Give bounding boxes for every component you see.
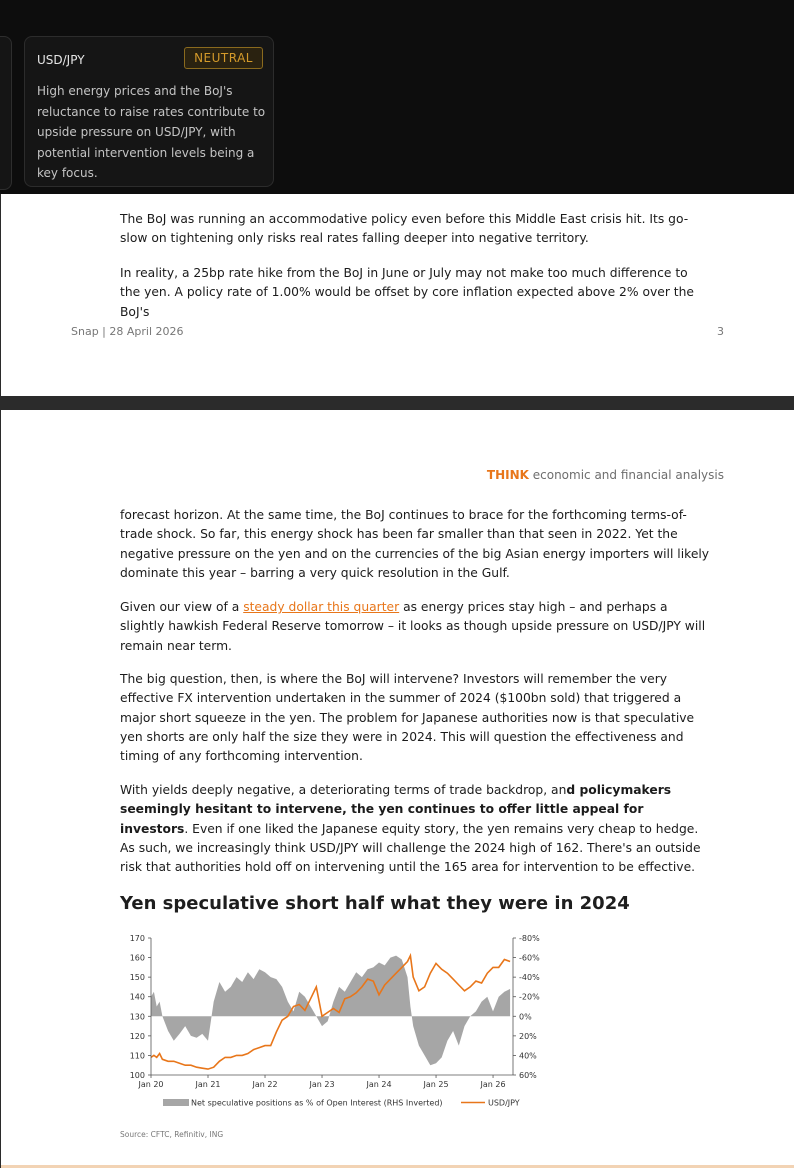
dark-header-band — [0, 0, 794, 194]
right-tick-label: -20% — [519, 992, 540, 1002]
card-body: High energy prices and the BoJ's reluctance to raise rates contribute to upside pressure on USD/JPY, with potential intervention levels being a key focus. — [37, 84, 266, 180]
text-run: . Even if one liked the Japanese equity story, the yen remains very cheap to hedge. As such, we increasingly think USD/JPY will challenge the 2024 high of 162. There's an outside risk that authorities hold off on intervening until the 165 area for intervention to be effective. — [120, 821, 701, 875]
paragraph: The BoJ was running an accommodative policy even before this Middle East crisis hit. Its go-slow on tightening only risks real rates falling deeper into negative territory. — [120, 212, 689, 246]
right-tick-label: 60% — [519, 1071, 537, 1080]
neutral-badge: NEUTRAL — [184, 47, 263, 69]
paragraph — [120, 598, 710, 656]
legend-usdjpy-label: USD/JPY — [488, 1098, 520, 1108]
chart-source: Source: CFTC, Refinitiv, ING — [120, 1130, 224, 1139]
text-run: as energy prices stay high – and perhaps a slightly hawkish Federal Reserve tomorrow – it looks as though upside pressure on USD/JPY will remain near term. — [120, 600, 706, 653]
x-tick-label: Jan 26 — [480, 1080, 506, 1089]
x-tick-label: Jan 22 — [252, 1080, 278, 1089]
header-subtitle: economic and financial analysis — [528, 468, 724, 482]
left-tick-label: 110 — [129, 1051, 145, 1061]
paragraph: In reality, a 25bp rate hike from the BoJ in June or July may not make too much difference to the yen. A policy rate of 1.00% would be offset by core inflation expected above 2% over the BoJ's — [120, 266, 694, 319]
text-run: Given our view of a — [120, 600, 244, 614]
left-tick-label: 140 — [129, 992, 145, 1002]
text-run: With yields deeply negative, a deteriorating terms of trade backdrop, an — [120, 783, 567, 797]
yen-positions-chart — [111, 928, 571, 1128]
partial-card — [0, 36, 12, 190]
x-tick-label: Jan 20 — [138, 1080, 164, 1089]
left-tick-label: 150 — [129, 973, 145, 983]
x-tick-label: Jan 23 — [309, 1080, 335, 1089]
x-tick-label: Jan 24 — [366, 1080, 392, 1089]
x-tick-label: Jan 21 — [195, 1080, 221, 1089]
page-number: 3 — [717, 325, 724, 338]
think-brand: THINK — [486, 468, 529, 482]
bold-text: d policymakers seemingly hesitant to intervene, the yen continues to offer little appeal for investors — [120, 783, 672, 836]
paragraph: The big question, then, is where the BoJ will intervene? Investors will remember the very effective FX intervention undertaken in the summer of 2024 ($100bn sold) that triggered a major short squeeze in the yen. The problem for Japanese authorities now is that speculative yen shorts are only half the size they were in 2024. This will question the effectiveness and timing of any forthcoming intervention. — [120, 672, 695, 764]
steady-dollar-link[interactable]: steady dollar this quarter — [243, 600, 400, 614]
right-tick-label: 0% — [519, 1012, 532, 1022]
left-tick-label: 130 — [129, 1012, 145, 1022]
card-title: USD/JPY — [37, 53, 85, 67]
chart-title: Yen speculative short half what they were in 2024 — [120, 893, 630, 914]
left-tick-label: 170 — [129, 934, 145, 943]
right-tick-label: 20% — [519, 1031, 537, 1041]
legend-positions-swatch — [163, 1099, 189, 1106]
page-header — [487, 468, 724, 482]
legend-positions-label: Net speculative positions as % of Open Interest (RHS Inverted) — [191, 1098, 443, 1108]
right-tick-label: -80% — [519, 934, 540, 943]
page-footer: Snap | 28 April 2026 — [71, 325, 184, 338]
left-tick-label: 160 — [129, 953, 145, 963]
right-tick-label: -60% — [519, 953, 540, 963]
paragraph — [120, 781, 710, 877]
x-tick-label: Jan 25 — [423, 1080, 449, 1089]
page-4 — [1, 410, 794, 1168]
left-tick-label: 120 — [129, 1031, 145, 1041]
left-tick-label: 100 — [129, 1071, 145, 1080]
right-tick-label: -40% — [519, 973, 540, 983]
right-tick-label: 40% — [519, 1051, 537, 1061]
paragraph: forecast horizon. At the same time, the BoJ continues to brace for the forthcoming terms-of-trade shock. So far, this energy shock has been far smaller than that seen in 2022. Yet the negative pressure on the yen and on the currencies of the big Asian energy importers will likely dominate this year – barring a very quick resolution in the Gulf. — [120, 508, 710, 580]
usdjpy-card — [24, 36, 274, 187]
page-3 — [1, 194, 794, 396]
